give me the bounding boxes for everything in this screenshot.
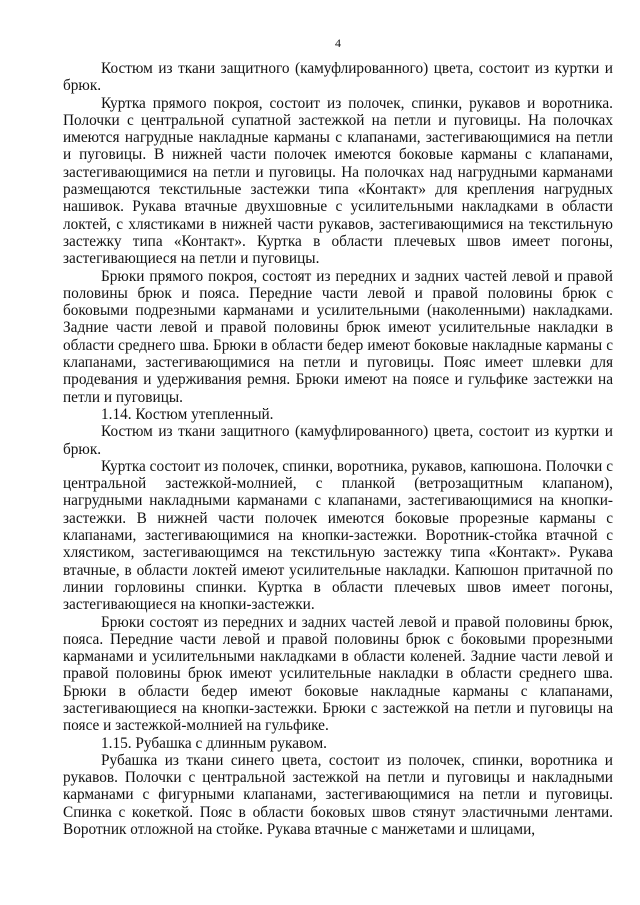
- paragraph-insulated-jacket: Куртка состоит из полочек, спинки, воротника, рукавов, капюшона. Полочки с центральной застежкой-молнией, с планкой (ветрозащитным клапаном), нагрудными накладными карманами с клапанами, застегивающимися на кнопки-застежки. В нижней части полочек имеются боковые прорезные карманы с клапанами, застегивающимися на кнопки-застежки. Воротник-стойка втачной с хлястиком, застегивающимся на текстильную застежку типа «Контакт». Рукава втачные, в области локтей имеют усилительные накладки. Капюшон притачной по линии горловины спинки. Куртка в области плечевых швов имеет погоны, застегивающиеся на кнопки-застежки.: [63, 457, 613, 614]
- section-heading-1-15: 1.15. Рубашка с длинным рукавом.: [101, 734, 327, 752]
- paragraph-jacket: Куртка прямого покроя, состоит из полочек, спинки, рукавов и воротника. Полочки с центральной супатной застежкой на петли и пуговицы. На полочках имеются нагрудные накладные карманы с клапанами, застегивающимися на петли и пуговицы. В нижней части полочек имеются боковые карманы с клапанами, застегивающимися на петли и пуговицы. На полочках над нагрудными карманами размещаются текстильные застежки типа «Контакт» для крепления нагрудных нашивок. Рукава втачные двухшовные с усилительными накладками в области локтей, с хлястиками в нижней части рукавов, застегивающимися на текстильную застежку типа «Контакт». Куртка в области плечевых швов имеет погоны, застегивающиеся на петли и пуговицы.: [63, 94, 613, 268]
- paragraph-insulated-trousers: Брюки состоят из передних и задних частей левой и правой половины брюк, пояса. Передние части левой и правой половины брюк с боковыми прорезными карманами и усилительными накладками в области коленей. Задние части левой и правой половины брюк имеют усилительные накладки в области среднего шва. Брюки в области бедер имеют боковые накладные карманы с клапанами, застегивающиеся на кнопки-застежки. Брюки с застежкой на петли и пуговицы на поясе и застежкой-молнией на гульфике.: [63, 613, 613, 735]
- page-number: 4: [335, 36, 341, 50]
- paragraph-suit-intro: Костюм из ткани защитного (камуфлированного) цвета, состоит из куртки и брюк.: [63, 60, 613, 95]
- paragraph-trousers: Брюки прямого покроя, состоят из передних и задних частей левой и правой половины брюк и пояса. Передние части левой и правой половины брюк с боковыми подрезными карманами и усилительными (наколенными) накладками. Задние части левой и правой половины брюк имеют усилительные накладки в области среднего шва. Брюки в области бедер имеют боковые накладные карманы с клапанами, застегивающимися на петли и пуговицы. Пояс имеет шлевки для продевания и удерживания ремня. Брюки имеют на поясе и гульфике застежки на петли и пуговицы.: [63, 267, 613, 406]
- section-heading-1-14: 1.14. Костюм утепленный.: [101, 405, 274, 423]
- paragraph-insulated-suit-intro: Костюм из ткани защитного (камуфлированного) цвета, состоит из куртки и брюк.: [63, 423, 613, 458]
- paragraph-shirt: Рубашка из ткани синего цвета, состоит из полочек, спинки, воротника и рукавов. Полочки с центральной застежкой на петли и пуговицы и накладными карманами с фигурными клапанами, застегивающимися на петли и пуговицы. Спинка с кокеткой. Пояс в области боковых швов стянут эластичными лентами. Воротник отложной на стойке. Рукава втачные с манжетами и шлицами,: [63, 751, 613, 839]
